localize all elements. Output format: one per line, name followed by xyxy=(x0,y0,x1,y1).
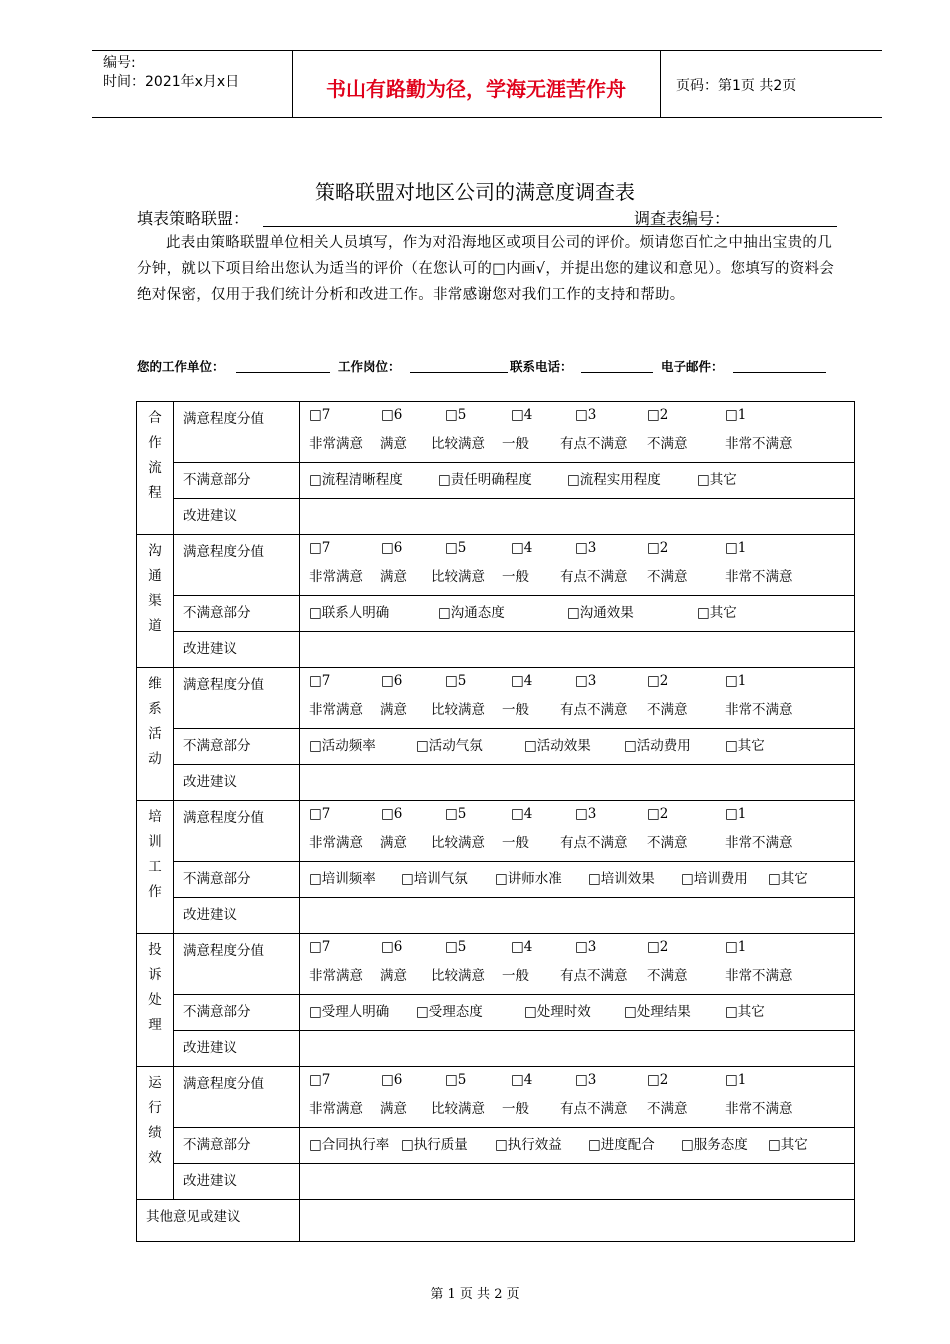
dissatisfied-checkbox[interactable]: □其它 xyxy=(725,1004,765,1020)
score-checkbox[interactable]: □4 xyxy=(511,540,533,556)
dissatisfied-checkbox[interactable]: □执行效益 xyxy=(495,1137,562,1153)
section-name xyxy=(137,402,173,506)
suggestion-label: 改进建议 xyxy=(174,1031,300,1067)
score-option-label: 一般 xyxy=(502,1101,529,1117)
score-options xyxy=(300,535,855,596)
section-dissatisfied-row xyxy=(137,862,855,898)
dissatisfied-checkbox[interactable]: □其它 xyxy=(725,738,765,754)
dissatisfied-checkbox[interactable]: □处理结果 xyxy=(624,1004,691,1020)
page-title: 策略联盟对地区公司的满意度调查表 xyxy=(315,180,635,204)
score-option-label: 不满意 xyxy=(647,1101,688,1117)
score-option-label: 非常满意 xyxy=(309,968,363,984)
section-dissatisfied-row xyxy=(137,729,855,765)
section-name-cell xyxy=(137,668,174,801)
score-options xyxy=(300,402,855,463)
dissatisfied-checkbox[interactable]: □流程实用程度 xyxy=(567,472,661,488)
section-suggestion-row xyxy=(137,1164,855,1200)
score-option-label: 非常不满意 xyxy=(725,968,793,984)
section-dissatisfied-row xyxy=(137,995,855,1031)
dissatisfied-label: 不满意部分 xyxy=(174,463,300,499)
suggestion-input[interactable] xyxy=(300,1164,855,1200)
section-name-char: 沟 xyxy=(148,543,162,559)
dissatisfied-checkbox[interactable]: □其它 xyxy=(697,605,737,621)
score-checkbox[interactable]: □2 xyxy=(647,407,669,423)
section-score-row xyxy=(137,801,855,862)
score-option-label: 非常不满意 xyxy=(725,569,793,585)
score-checkbox[interactable]: □1 xyxy=(725,673,747,689)
score-checkbox[interactable]: □4 xyxy=(511,806,533,822)
document-time-label: 时间：2021年x月x日 xyxy=(103,74,240,90)
header-bottom-line xyxy=(92,117,882,118)
section-name-cell xyxy=(137,402,174,535)
score-option-label: 非常不满意 xyxy=(725,1101,793,1117)
score-option-label: 一般 xyxy=(502,436,529,452)
section-suggestion-row xyxy=(137,499,855,535)
score-option-label: 比较满意 xyxy=(431,569,485,585)
dissatisfied-checkbox[interactable]: □执行质量 xyxy=(401,1137,468,1153)
score-options xyxy=(300,1067,855,1128)
score-checkbox[interactable]: □4 xyxy=(511,939,533,955)
dissatisfied-label: 不满意部分 xyxy=(174,995,300,1031)
work-position-label: 工作岗位： xyxy=(338,359,401,374)
section-name-char: 培 xyxy=(148,809,162,825)
dissatisfied-checkbox[interactable]: □其它 xyxy=(768,1137,808,1153)
survey-number-label: 调查表编号： xyxy=(634,209,731,228)
intro-paragraph: 此表由策略联盟单位相关人员填写，作为对沿海地区或项目公司的评价。烦请您百忙之中抽出宝贵的几分钟，就以下项目给出您认为适当的评价（在您认可的□内画√，并提出您的建议和意见）。您填写的资料会绝对保密，仅用于我们统计分析和改进工作。非常感谢您对我们工作的支持和帮助。 xyxy=(137,235,835,303)
header-top-line xyxy=(92,50,882,51)
score-option-label: 一般 xyxy=(502,569,529,585)
dissatisfied-checkbox[interactable]: □讲师水准 xyxy=(495,871,562,887)
score-checkbox[interactable]: □3 xyxy=(575,1072,597,1088)
score-checkbox[interactable]: □7 xyxy=(309,1072,331,1088)
section-suggestion-row xyxy=(137,765,855,801)
score-option-label: 比较满意 xyxy=(431,835,485,851)
score-option-label: 不满意 xyxy=(647,835,688,851)
dissatisfied-options xyxy=(300,862,855,898)
score-checkbox[interactable]: □7 xyxy=(309,806,331,822)
other-comments-label: 其他意见或建议 xyxy=(137,1200,300,1242)
section-name xyxy=(137,1067,173,1171)
score-checkbox[interactable]: □7 xyxy=(309,673,331,689)
score-checkbox[interactable]: □5 xyxy=(445,806,467,822)
score-option-label: 满意 xyxy=(380,436,407,452)
score-checkbox[interactable]: □1 xyxy=(725,939,747,955)
section-name-char: 作 xyxy=(148,884,162,900)
section-name xyxy=(137,934,173,1038)
dissatisfied-checkbox[interactable]: □活动效果 xyxy=(524,738,591,754)
suggestion-input[interactable] xyxy=(300,765,855,801)
score-option-label: 非常满意 xyxy=(309,436,363,452)
score-option-label: 比较满意 xyxy=(431,702,485,718)
score-checkbox[interactable]: □7 xyxy=(309,939,331,955)
dissatisfied-checkbox[interactable]: □处理时效 xyxy=(524,1004,591,1020)
score-checkbox[interactable]: □5 xyxy=(445,1072,467,1088)
score-checkbox[interactable]: □7 xyxy=(309,540,331,556)
dissatisfied-label: 不满意部分 xyxy=(174,1128,300,1164)
score-option-label: 不满意 xyxy=(647,702,688,718)
dissatisfied-checkbox[interactable]: □合同执行率 xyxy=(309,1137,390,1153)
section-name-char: 理 xyxy=(148,1017,162,1033)
score-label: 满意程度分值 xyxy=(174,1067,300,1128)
score-option-label: 非常满意 xyxy=(309,569,363,585)
page-number-label: 页码：第1页 共2页 xyxy=(676,78,797,94)
work-unit-field[interactable] xyxy=(236,360,330,373)
score-checkbox[interactable]: □1 xyxy=(725,806,747,822)
section-suggestion-row xyxy=(137,1031,855,1067)
score-checkbox[interactable]: □5 xyxy=(445,939,467,955)
fill-alliance-underline[interactable] xyxy=(263,226,837,227)
section-score-row xyxy=(137,934,855,995)
score-checkbox[interactable]: □6 xyxy=(381,407,403,423)
score-label: 满意程度分值 xyxy=(174,535,300,596)
score-option-label: 非常满意 xyxy=(309,1101,363,1117)
score-checkbox[interactable]: □1 xyxy=(725,407,747,423)
page-footer: 第 1 页 共 2 页 xyxy=(430,1287,520,1302)
dissatisfied-checkbox[interactable]: □活动频率 xyxy=(309,738,376,754)
dissatisfied-checkbox[interactable]: □其它 xyxy=(697,472,737,488)
dissatisfied-checkbox[interactable]: □受理态度 xyxy=(416,1004,483,1020)
score-option-label: 有点不满意 xyxy=(560,702,628,718)
score-option-label: 满意 xyxy=(380,702,407,718)
section-name-char: 训 xyxy=(148,834,162,850)
section-name-char: 诉 xyxy=(148,967,162,983)
section-dissatisfied-row xyxy=(137,463,855,499)
dissatisfied-options xyxy=(300,1128,855,1164)
score-options xyxy=(300,668,855,729)
score-checkbox[interactable]: □5 xyxy=(445,407,467,423)
score-label: 满意程度分值 xyxy=(174,402,300,463)
score-checkbox[interactable]: □6 xyxy=(381,673,403,689)
work-position-field[interactable] xyxy=(410,360,508,373)
score-option-label: 不满意 xyxy=(647,569,688,585)
section-name-char: 处 xyxy=(148,992,162,1008)
dissatisfied-checkbox[interactable]: □活动气氛 xyxy=(416,738,483,754)
section-name-char: 通 xyxy=(148,568,162,584)
dissatisfied-checkbox[interactable]: □培训费用 xyxy=(681,871,748,887)
score-checkbox[interactable]: □2 xyxy=(647,540,669,556)
score-option-label: 不满意 xyxy=(647,968,688,984)
score-option-label: 非常不满意 xyxy=(725,702,793,718)
score-option-label: 不满意 xyxy=(647,436,688,452)
dissatisfied-checkbox[interactable]: □沟通态度 xyxy=(438,605,505,621)
phone-label: 联系电话： xyxy=(510,359,573,374)
dissatisfied-checkbox[interactable]: □培训气氛 xyxy=(401,871,468,887)
section-dissatisfied-row xyxy=(137,596,855,632)
dissatisfied-checkbox[interactable]: □受理人明确 xyxy=(309,1004,390,1020)
dissatisfied-label: 不满意部分 xyxy=(174,862,300,898)
section-name-char: 运 xyxy=(148,1075,162,1091)
score-checkbox[interactable]: □2 xyxy=(647,1072,669,1088)
document-number-label: 编号: xyxy=(103,55,136,71)
section-score-row xyxy=(137,402,855,463)
survey-table xyxy=(136,401,855,1242)
suggestion-input[interactable] xyxy=(300,898,855,934)
score-option-label: 非常不满意 xyxy=(725,436,793,452)
score-checkbox[interactable]: □6 xyxy=(381,806,403,822)
score-option-label: 有点不满意 xyxy=(560,569,628,585)
header-motto: 书山有路勤为径，学海无涯苦作舟 xyxy=(326,77,626,101)
score-option-label: 非常满意 xyxy=(309,835,363,851)
score-checkbox[interactable]: □3 xyxy=(575,407,597,423)
score-checkbox[interactable]: □6 xyxy=(381,540,403,556)
suggestion-label: 改进建议 xyxy=(174,765,300,801)
section-name xyxy=(137,535,173,639)
score-checkbox[interactable]: □2 xyxy=(647,806,669,822)
dissatisfied-options xyxy=(300,729,855,765)
score-option-label: 满意 xyxy=(380,835,407,851)
section-name-cell xyxy=(137,535,174,668)
suggestion-label: 改进建议 xyxy=(174,1164,300,1200)
section-name-char: 作 xyxy=(148,435,162,451)
dissatisfied-checkbox[interactable]: □流程清晰程度 xyxy=(309,472,403,488)
score-checkbox[interactable]: □4 xyxy=(511,673,533,689)
dissatisfied-label: 不满意部分 xyxy=(174,729,300,765)
section-name-char: 行 xyxy=(148,1100,162,1116)
section-name-char: 维 xyxy=(148,676,162,692)
score-checkbox[interactable]: □6 xyxy=(381,1072,403,1088)
section-name-cell xyxy=(137,801,174,934)
dissatisfied-options xyxy=(300,596,855,632)
other-comments-input[interactable] xyxy=(300,1200,855,1242)
score-checkbox[interactable]: □2 xyxy=(647,939,669,955)
other-comments-row xyxy=(137,1200,855,1242)
suggestion-label: 改进建议 xyxy=(174,499,300,535)
score-option-label: 有点不满意 xyxy=(560,436,628,452)
score-checkbox[interactable]: □1 xyxy=(725,1072,747,1088)
score-option-label: 比较满意 xyxy=(431,1101,485,1117)
dissatisfied-options xyxy=(300,995,855,1031)
section-name-char: 绩 xyxy=(148,1125,162,1141)
suggestion-label: 改进建议 xyxy=(174,898,300,934)
section-name-char: 程 xyxy=(148,485,162,501)
dissatisfied-checkbox[interactable]: □责任明确程度 xyxy=(438,472,532,488)
score-option-label: 满意 xyxy=(380,569,407,585)
dissatisfied-options xyxy=(300,463,855,499)
score-option-label: 非常不满意 xyxy=(725,835,793,851)
phone-field[interactable] xyxy=(581,360,653,373)
fill-alliance-label: 填表策略联盟： xyxy=(137,209,250,228)
suggestion-input[interactable] xyxy=(300,632,855,668)
score-checkbox[interactable]: □4 xyxy=(511,407,533,423)
score-checkbox[interactable]: □1 xyxy=(725,540,747,556)
section-name-char: 投 xyxy=(148,942,162,958)
section-score-row xyxy=(137,535,855,596)
score-checkbox[interactable]: □3 xyxy=(575,939,597,955)
section-name-cell xyxy=(137,934,174,1067)
section-suggestion-row xyxy=(137,898,855,934)
score-option-label: 有点不满意 xyxy=(560,1101,628,1117)
score-label: 满意程度分值 xyxy=(174,934,300,995)
section-name-char: 工 xyxy=(148,859,162,875)
score-option-label: 比较满意 xyxy=(431,436,485,452)
dissatisfied-checkbox[interactable]: □培训频率 xyxy=(309,871,376,887)
score-option-label: 非常满意 xyxy=(309,702,363,718)
score-options xyxy=(300,934,855,995)
score-checkbox[interactable]: □2 xyxy=(647,673,669,689)
section-name-char: 系 xyxy=(148,701,162,717)
section-name-char: 合 xyxy=(148,410,162,426)
score-checkbox[interactable]: □7 xyxy=(309,407,331,423)
section-score-row xyxy=(137,1067,855,1128)
score-checkbox[interactable]: □5 xyxy=(445,540,467,556)
score-option-label: 满意 xyxy=(380,968,407,984)
score-option-label: 有点不满意 xyxy=(560,835,628,851)
score-option-label: 满意 xyxy=(380,1101,407,1117)
score-options xyxy=(300,801,855,862)
suggestion-input[interactable] xyxy=(300,499,855,535)
header-divider-right xyxy=(660,50,661,118)
email-label: 电子邮件： xyxy=(661,359,724,374)
score-checkbox[interactable]: □6 xyxy=(381,939,403,955)
score-label: 满意程度分值 xyxy=(174,668,300,729)
score-checkbox[interactable]: □3 xyxy=(575,673,597,689)
score-option-label: 比较满意 xyxy=(431,968,485,984)
section-name xyxy=(137,668,173,772)
score-option-label: 有点不满意 xyxy=(560,968,628,984)
score-option-label: 一般 xyxy=(502,968,529,984)
score-checkbox[interactable]: □3 xyxy=(575,806,597,822)
suggestion-label: 改进建议 xyxy=(174,632,300,668)
score-label: 满意程度分值 xyxy=(174,801,300,862)
section-name-char: 渠 xyxy=(148,593,162,609)
score-checkbox[interactable]: □5 xyxy=(445,673,467,689)
dissatisfied-label: 不满意部分 xyxy=(174,596,300,632)
score-checkbox[interactable]: □3 xyxy=(575,540,597,556)
dissatisfied-checkbox[interactable]: □活动费用 xyxy=(624,738,691,754)
dissatisfied-checkbox[interactable]: □其它 xyxy=(768,871,808,887)
section-name xyxy=(137,801,173,905)
section-name-char: 效 xyxy=(148,1150,162,1166)
dissatisfied-checkbox[interactable]: □沟通效果 xyxy=(567,605,634,621)
work-unit-label: 您的工作单位： xyxy=(137,359,225,374)
section-name-char: 流 xyxy=(148,460,162,476)
score-checkbox[interactable]: □4 xyxy=(511,1072,533,1088)
section-name-char: 动 xyxy=(148,751,162,767)
dissatisfied-checkbox[interactable]: □培训效果 xyxy=(588,871,655,887)
section-suggestion-row xyxy=(137,632,855,668)
section-name-cell xyxy=(137,1067,174,1200)
dissatisfied-checkbox[interactable]: □服务态度 xyxy=(681,1137,748,1153)
email-field[interactable] xyxy=(733,360,826,373)
section-name-char: 道 xyxy=(148,618,162,634)
section-dissatisfied-row xyxy=(137,1128,855,1164)
score-option-label: 一般 xyxy=(502,835,529,851)
section-score-row xyxy=(137,668,855,729)
section-name-char: 活 xyxy=(148,726,162,742)
suggestion-input[interactable] xyxy=(300,1031,855,1067)
dissatisfied-checkbox[interactable]: □进度配合 xyxy=(588,1137,655,1153)
score-option-label: 一般 xyxy=(502,702,529,718)
dissatisfied-checkbox[interactable]: □联系人明确 xyxy=(309,605,390,621)
